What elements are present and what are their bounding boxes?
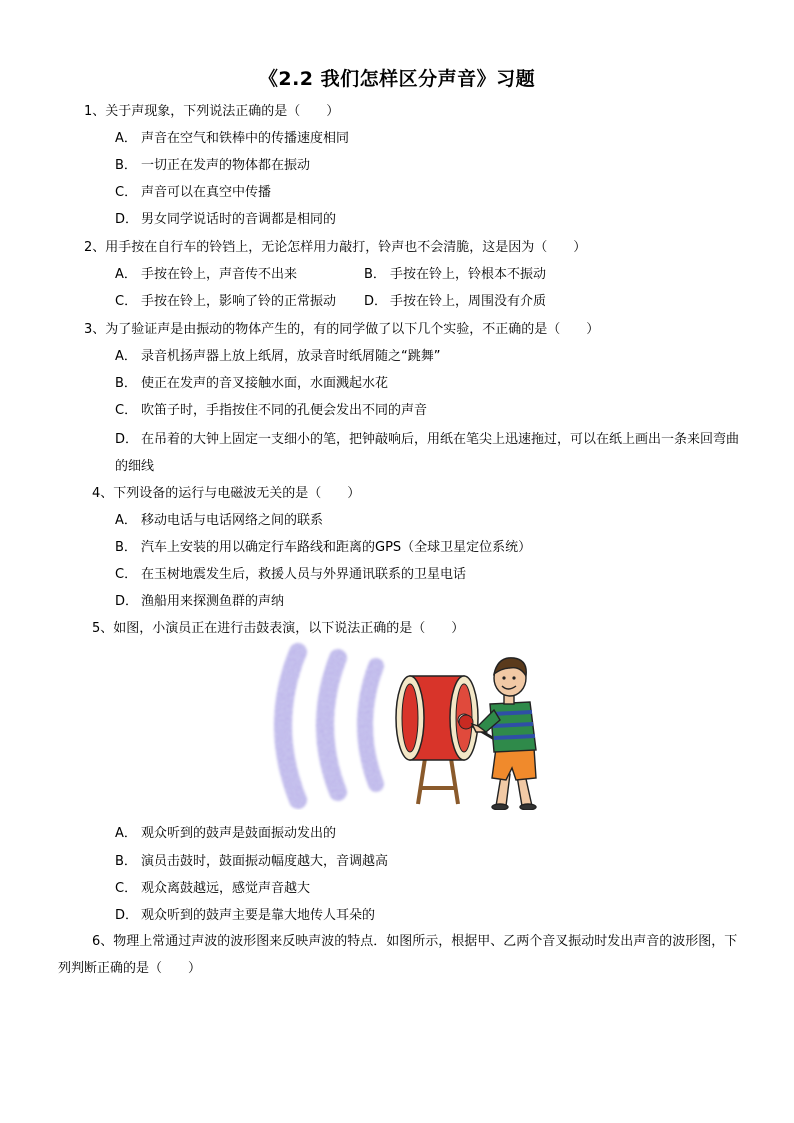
- boy-drummer-icon: [472, 658, 536, 810]
- question-2-option-d: D． 手按在铃上，周围没有介质: [364, 294, 547, 309]
- question-1-option-a: A． 声音在空气和铁棒中的传播速度相同: [115, 131, 350, 146]
- sound-wave-icon: [283, 652, 376, 800]
- question-5-option-d: D． 观众听到的鼓声主要是靠大地传人耳朵的: [115, 908, 376, 923]
- question-4-option-a: A． 移动电话与电话网络之间的联系: [115, 513, 324, 528]
- question-4-stem: 4、下列设备的运行与电磁波无关的是（ ）: [92, 486, 361, 501]
- question-6-stem: 6、物理上常通过声波的波形图来反映声波的特点．如图所示，根据甲、乙两个音叉振动时发出声音的波形图，下列判断正确的是（ ）: [58, 934, 738, 976]
- question-5-option-c: C． 观众离鼓越远，感觉声音越大: [115, 881, 311, 896]
- question-3-stem: 3、为了验证声是由振动的物体产生的，有的同学做了以下几个实验，不正确的是（ ）: [84, 322, 600, 337]
- question-3-option-c: C． 吹笛子时，手指按住不同的孔便会发出不同的声音: [115, 403, 428, 418]
- question-1-option-b: B． 一切正在发声的物体都在振动: [115, 158, 311, 173]
- question-2-option-c: C． 手按在铃上，影响了铃的正常振动: [115, 294, 337, 309]
- question-4-option-d: D． 渔船用来探测鱼群的声纳: [115, 594, 285, 609]
- question-1-stem: 1、关于声现象，下列说法正确的是（ ）: [84, 104, 340, 119]
- question-3-option-d: D． 在吊着的大钟上固定一支细小的笔，把钟敲响后，用纸在笔尖上迅速拖过，可以在纸上画出一条来回弯曲的细线: [115, 432, 740, 474]
- question-2-stem: 2、用手按在自行车的铃铛上，无论怎样用力敲打，铃声也不会清脆，这是因为（ ）: [84, 240, 587, 255]
- question-1-option-c: C． 声音可以在真空中传播: [115, 185, 272, 200]
- question-4-option-c: C． 在玉树地震发生后，救援人员与外界通讯联系的卫星电话: [115, 567, 467, 582]
- question-5-option-a: A． 观众听到的鼓声是鼓面振动发出的: [115, 826, 337, 841]
- question-3-option-a: A． 录音机扬声器上放上纸屑，放录音时纸屑随之“跳舞”: [115, 349, 441, 364]
- question-5-stem: 5、如图，小演员正在进行击鼓表演，以下说法正确的是（ ）: [92, 621, 465, 636]
- page-title: 《2.2 我们怎样区分声音》习题: [258, 68, 536, 90]
- question-5-option-b: B． 演员击鼓时，鼓面振动幅度越大，音调越高: [115, 854, 389, 869]
- drum-performance-illustration: [264, 640, 544, 810]
- question-4-option-b: B． 汽车上安装的用以确定行车路线和距离的GPS（全球卫星定位系统）: [115, 540, 532, 555]
- question-1-option-d: D． 男女同学说话时的音调都是相同的: [115, 212, 337, 227]
- question-3-option-b: B． 使正在发声的音叉接触水面，水面溅起水花: [115, 376, 389, 391]
- question-2-option-b: B． 手按在铃上，铃根本不振动: [364, 267, 547, 282]
- question-2-option-a: A． 手按在铃上，声音传不出来: [115, 267, 298, 282]
